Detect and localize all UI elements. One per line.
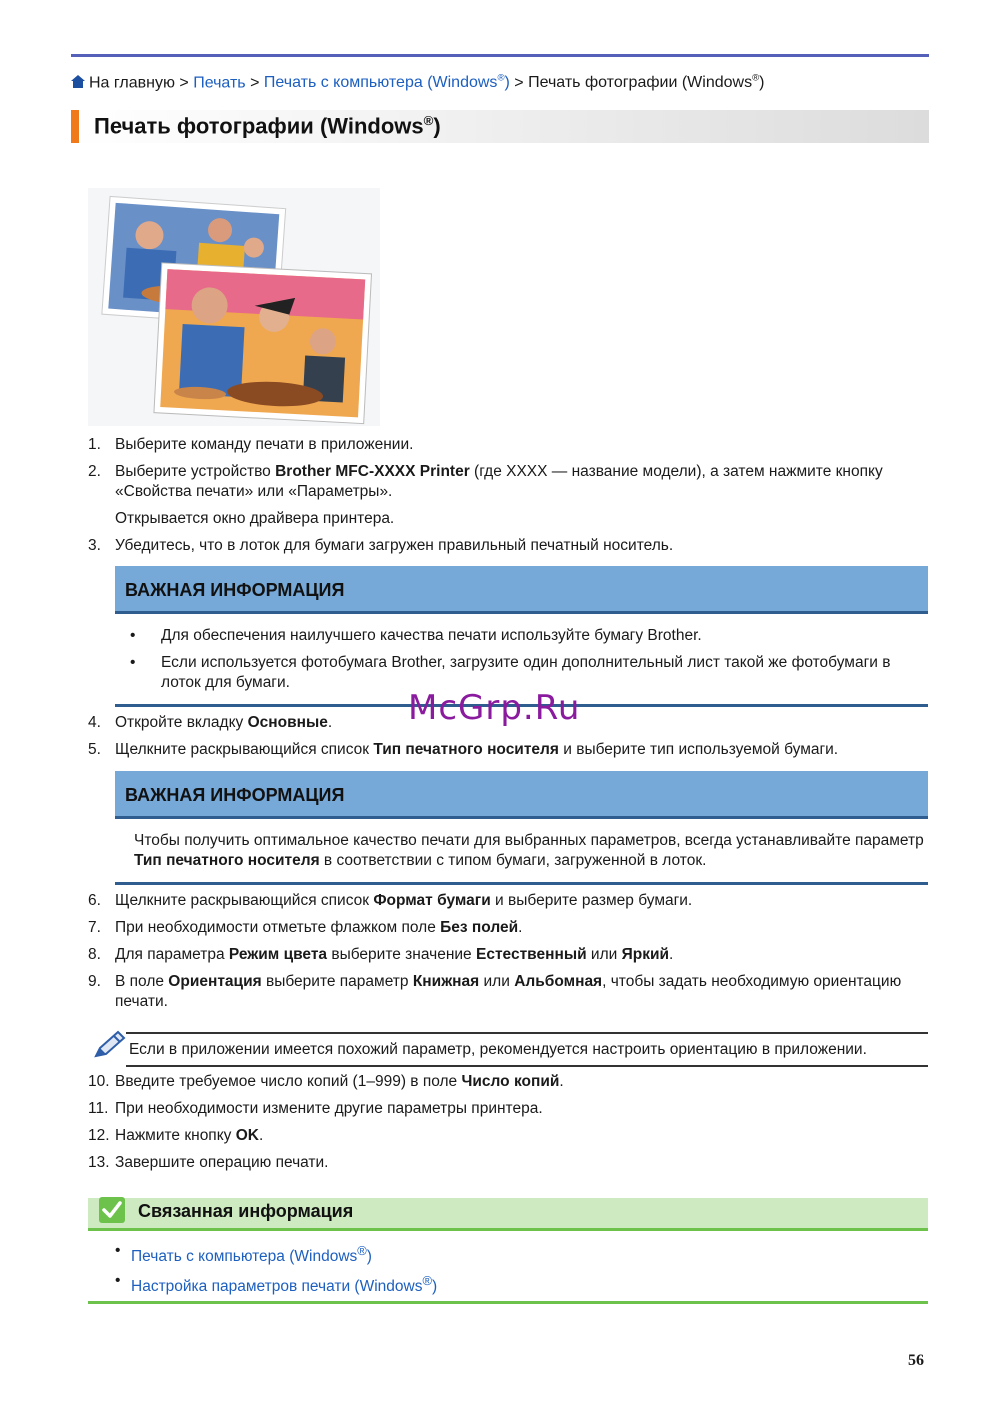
related-header: [88, 1198, 928, 1231]
important-heading: ВАЖНАЯ ИНФОРМАЦИЯ: [115, 771, 928, 819]
breadcrumb-separator: >: [250, 74, 260, 92]
important-footer-rule: [115, 882, 928, 885]
page-number: 56: [908, 1352, 924, 1369]
important-box-2: [115, 771, 928, 887]
breadcrumb-link-print-from-computer[interactable]: Печать с компьютера (Windows®): [263, 73, 510, 92]
top-rule: [71, 54, 929, 57]
related-link-print-from-computer[interactable]: Печать с компьютера (Windows®): [131, 1243, 372, 1266]
breadcrumb-separator: >: [179, 74, 189, 92]
important-heading: ВАЖНАЯ ИНФОРМАЦИЯ: [115, 566, 928, 614]
note-text: Если в приложении имеется похожий параметр, рекомендуется настроить ориентацию в приложении.: [129, 1041, 867, 1058]
note-box: [88, 1030, 928, 1068]
related-heading: Связанная информация: [138, 1201, 354, 1221]
breadcrumb-current: Печать фотографии (Windows®): [528, 73, 765, 92]
note-rule-bottom: [126, 1065, 928, 1067]
pencil-icon: [92, 1030, 126, 1065]
watermark: McGrp.Ru: [408, 688, 581, 728]
breadcrumb-home[interactable]: На главную: [89, 74, 175, 92]
breadcrumb-link-print[interactable]: Печать: [193, 74, 246, 92]
related-footer-rule: [88, 1301, 928, 1304]
check-icon: [98, 1196, 126, 1229]
important-box-1: ВАЖНАЯ ИНФОРМАЦИЯ • Для обеспечения наилучшего качества печати используйте бумагу Brother. • Если используется фотобумага Brother, загрузите один дополнительный лист такой же фотобумаги в лоток для бумаги.: [115, 566, 928, 708]
breadcrumb: [71, 73, 764, 93]
page-title: Печать фотографии (Windows®): [94, 113, 441, 139]
related-link-print-settings[interactable]: Настройка параметров печати (Windows®): [131, 1273, 438, 1296]
home-icon[interactable]: [71, 75, 85, 93]
family-photo-illustration: [88, 188, 380, 426]
title-bar: [71, 110, 929, 143]
related-info: Связанная информация • Печать с компьютера (Windows®) • Настройка параметров печати (Windows®): [88, 1198, 928, 1231]
note-rule-top: [126, 1032, 928, 1034]
breadcrumb-separator: >: [514, 74, 524, 92]
important-text: Чтобы получить оптимальное качество печати для выбранных параметров, всегда устанавливайте параметр Тип печатного носителя в соответствии с типом бумаги, загруженной в лоток.: [134, 832, 924, 869]
title-accent: [71, 110, 79, 143]
step-2-result: Открывается окно драйвера принтера.: [115, 510, 395, 527]
